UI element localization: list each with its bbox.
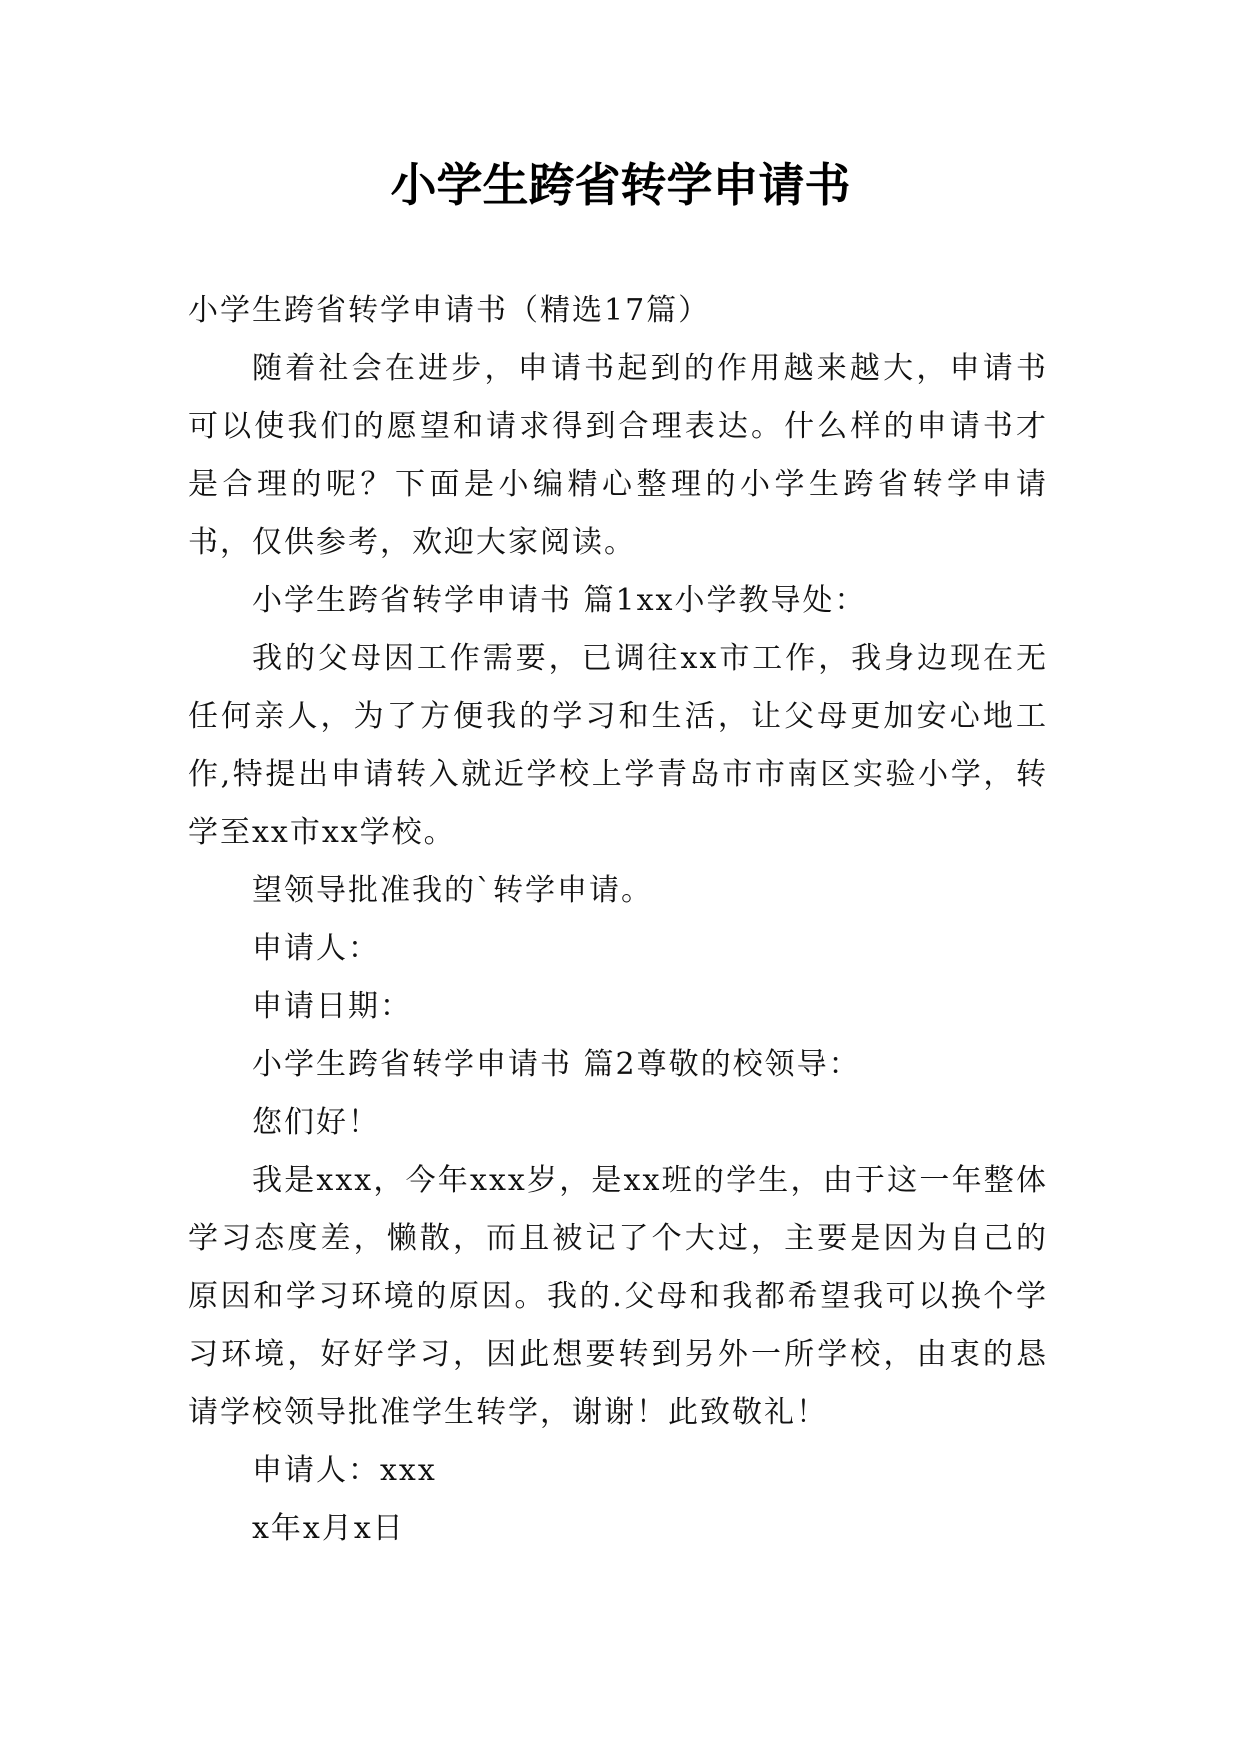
section-1-heading: 小学生跨省转学申请书 篇1xx小学教导处： <box>252 583 867 618</box>
section-1-body: 我的父母因工作需要，已调往xx市工作，我身边现在无任何亲人，为了方便我的学习和生活，让父母更加安心地工作,特提出申请转入就近学校上学青岛市市南区实验小学，转学至xx市xx学校。 <box>188 641 1048 850</box>
intro-paragraph: 随着社会在进步，申请书起到的作用越来越大，申请书可以使我们的愿望和请求得到合理表达。什么样的申请书才是合理的呢？下面是小编精心整理的小学生跨省转学申请书，仅供参考，欢迎大家阅读。 <box>188 351 1048 560</box>
document-body <box>188 282 1048 1558</box>
section-2-heading: 小学生跨省转学申请书 篇2尊敬的校领导： <box>252 1047 861 1082</box>
document-title: 小学生跨省转学申请书 <box>390 158 851 212</box>
section-1-date: 申请日期： <box>252 989 412 1024</box>
subtitle-paragraph: 小学生跨省转学申请书（精选17篇） <box>188 293 711 328</box>
section-1-request: 望领导批准我的`转学申请。 <box>252 873 653 908</box>
section-1-applicant: 申请人： <box>252 931 380 966</box>
section-2-applicant: 申请人：xxx <box>252 1453 437 1488</box>
section-2-greeting: 您们好！ <box>252 1105 380 1140</box>
section-2-body: 我是xxx，今年xxx岁，是xx班的学生，由于这一年整体学习态度差，懒散，而且被记了个大过，主要是因为自己的原因和学习环境的原因。我的.父母和我都希望我可以换个学习环境，好好学习，因此想要转到另外一所学校，由衷的恳请学校领导批准学生转学，谢谢！此致敬礼！ <box>188 1163 1048 1430</box>
section-2-date: x年x月x日 <box>252 1511 405 1546</box>
